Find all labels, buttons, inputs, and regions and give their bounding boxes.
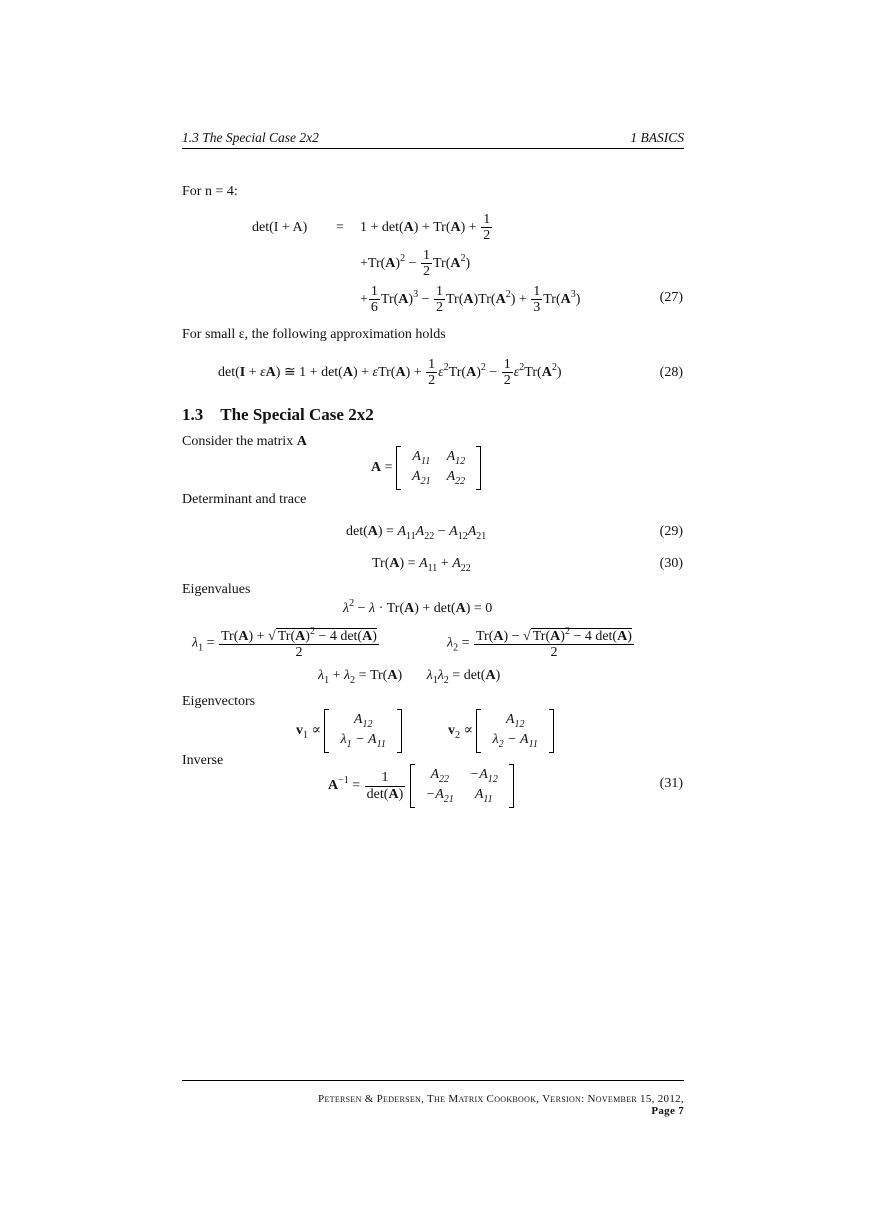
eq27-line1: 1 + det(A) + Tr(A) + $\frac{1}{2}$ — [360, 212, 491, 244]
eq28: det(I + εA) ≅ 1 + det(A) + εTr(A) + $\frac{1}{2}$ $\varepsilon^2Tr(A)^2$ − $\frac{1}{2}$ $\varepsilon^2Tr(A^2)$ — [218, 357, 562, 389]
footer-page: Page 7 — [651, 1105, 684, 1117]
eq27-number: (27) — [659, 290, 683, 305]
eq27-equals: = — [336, 220, 344, 235]
running-header — [182, 128, 684, 149]
lambda1: $\lambda_1$ = $\frac{Tr(A) + √ Tr(A)^2 - 4 \det(A)}{2}$ — [192, 626, 377, 661]
eq29: $\det(A) = A_{11}A_{22} - A_{12}A_{21}$ — [346, 524, 487, 542]
eq31-number: (31) — [659, 776, 683, 791]
matrix-A: $A_{11}$ $A_{12}$ $A_{21}$ $A_{22}$ — [396, 446, 481, 490]
eq29-number: (29) — [659, 524, 683, 539]
det-trace-label: Determinant and trace — [182, 492, 307, 507]
section-heading: 1.3 The Special Case 2x2 — [182, 405, 374, 424]
matrix-A-definition: A = $A_{11}$ $A_{12}$ $A_{21}$ $A_{22}$ — [371, 446, 481, 490]
footer — [182, 1080, 684, 1117]
consider-text: Consider the matrix A — [182, 434, 307, 449]
eq27-line2: $+Tr(A)^2$ − $\frac{1}{2}$ $Tr(A^2)$ — [360, 248, 471, 280]
footer-text: Petersen & Pedersen, The Matrix Cookbook, Version: November 15, 2012, — [318, 1093, 684, 1105]
eig-sum-product: $\lambda_1 + \lambda_2 = Tr(A)$ $\lambda_1\lambda_2 = \det(A)$ — [318, 668, 501, 686]
eq27-lhs: det(I + A) — [252, 220, 308, 235]
eq30: $Tr(A) = A_{11} + A_{22}$ — [372, 556, 471, 574]
char-poly: $\lambda^2 - \lambda \cdot Tr(A) + \det(A) = 0$ — [343, 598, 493, 616]
eigvec2: $v_2$ ∝ $A_{12}$ $\lambda_2 - A_{11}$ — [448, 709, 554, 753]
lambda2: $\lambda_2$ = $\frac{Tr(A) - √ Tr(A)^2 - 4 \det(A)}{2}$ — [447, 626, 632, 661]
intro-n4: For n = 4: — [182, 184, 238, 199]
eigvec1: $v_1$ ∝ $A_{12}$ $\lambda_1 - A_{11}$ — [296, 709, 402, 753]
small-eps-text: For small ε, the following approximation holds — [182, 327, 446, 342]
eigenvectors-label: Eigenvectors — [182, 694, 256, 709]
header-right: 1 BASICS — [630, 130, 684, 145]
eq30-number: (30) — [659, 556, 683, 571]
header-left: 1.3 The Special Case 2x2 — [182, 130, 319, 145]
eigenvalues-label: Eigenvalues — [182, 582, 251, 597]
eq31: $A^{-1}$ = $\frac{1}{\det(A)}$ $A_{22}$ $-A_{12}$ $-A_{21}$ $A_{11}$ — [328, 764, 514, 808]
eq27-line3: + $\frac{1}{6}$ $Tr(A)^3$ − $\frac{1}{2}$ $Tr(A)Tr(A^2)$ + $\frac{1}{3}$ $Tr(A^3)$ — [360, 284, 581, 316]
eq28-number: (28) — [659, 365, 683, 380]
inverse-label: Inverse — [182, 753, 224, 768]
